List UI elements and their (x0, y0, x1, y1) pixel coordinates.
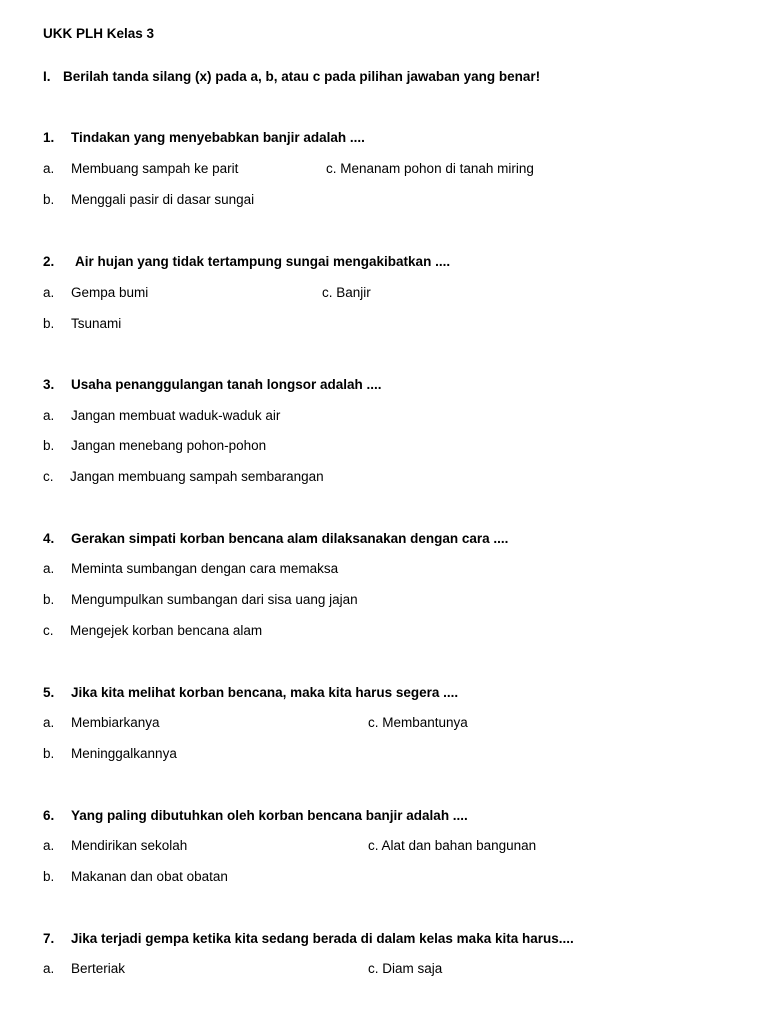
option-letter-a: a. (43, 838, 55, 853)
option-c[interactable]: c. Banjir (322, 285, 371, 300)
option-letter-a: a. (43, 715, 55, 730)
option-letter-b: b. (43, 592, 55, 607)
option-letter-a: a. (43, 161, 55, 176)
question-number: 6. (43, 808, 55, 823)
page-title: UKK PLH Kelas 3 (43, 26, 155, 41)
question-number: 5. (43, 685, 55, 700)
option-a[interactable]: Mendirikan sekolah (71, 838, 188, 853)
option-a[interactable]: Membuang sampah ke parit (71, 161, 239, 176)
option-letter-b: b. (43, 869, 55, 884)
option-letter-a: a. (43, 561, 55, 576)
option-c[interactable]: Jangan membuang sampah sembarangan (70, 469, 324, 484)
option-letter-b: b. (43, 316, 55, 331)
question-text: Tindakan yang menyebabkan banjir adalah .... (71, 130, 365, 145)
option-a[interactable]: Berteriak (71, 961, 126, 976)
question-number: 3. (43, 377, 55, 392)
option-b[interactable]: Makanan dan obat obatan (71, 869, 228, 884)
option-letter-a: a. (43, 408, 55, 423)
option-letter-a: a. (43, 285, 55, 300)
option-c[interactable]: c. Diam saja (368, 961, 443, 976)
option-c[interactable]: c. Alat dan bahan bangunan (368, 838, 537, 853)
option-a[interactable]: Jangan membuat waduk-waduk air (71, 408, 281, 423)
option-letter-b: b. (43, 192, 55, 207)
question-number: 1. (43, 130, 55, 145)
option-a[interactable]: Gempa bumi (71, 285, 149, 300)
option-letter-a: a. (43, 961, 55, 976)
option-b[interactable]: Menggali pasir di dasar sungai (71, 192, 255, 207)
option-c[interactable]: c. Membantunya (368, 715, 468, 730)
option-b[interactable]: Jangan menebang pohon-pohon (71, 438, 267, 453)
question-number: 7. (43, 931, 55, 946)
instruction-number: I. (43, 69, 51, 84)
option-b[interactable]: Meninggalkannya (71, 746, 177, 761)
option-letter-c: c. (43, 623, 54, 638)
question-text: Jika terjadi gempa ketika kita sedang berada di dalam kelas maka kita harus.... (71, 931, 574, 946)
question-number: 4. (43, 531, 55, 546)
option-c[interactable]: c. Menanam pohon di tanah miring (326, 161, 534, 176)
instruction-text: Berilah tanda silang (x) pada a, b, atau c pada pilihan jawaban yang benar! (63, 69, 541, 84)
question-text: Usaha penanggulangan tanah longsor adalah .... (71, 377, 382, 392)
question-text: Yang paling dibutuhkan oleh korban bencana banjir adalah .... (71, 808, 468, 823)
option-b[interactable]: Mengumpulkan sumbangan dari sisa uang jajan (71, 592, 358, 607)
option-b[interactable]: Tsunami (71, 316, 122, 331)
option-letter-c: c. (43, 469, 54, 484)
question-text: Air hujan yang tidak tertampung sungai mengakibatkan .... (75, 254, 451, 269)
option-letter-b: b. (43, 438, 55, 453)
option-a[interactable]: Membiarkanya (71, 715, 160, 730)
option-letter-b: b. (43, 746, 55, 761)
option-a[interactable]: Meminta sumbangan dengan cara memaksa (71, 561, 339, 576)
question-number: 2. (43, 254, 55, 269)
question-text: Gerakan simpati korban bencana alam dilaksanakan dengan cara .... (71, 531, 509, 546)
question-text: Jika kita melihat korban bencana, maka kita harus segera .... (71, 685, 459, 700)
option-c[interactable]: Mengejek korban bencana alam (70, 623, 263, 638)
